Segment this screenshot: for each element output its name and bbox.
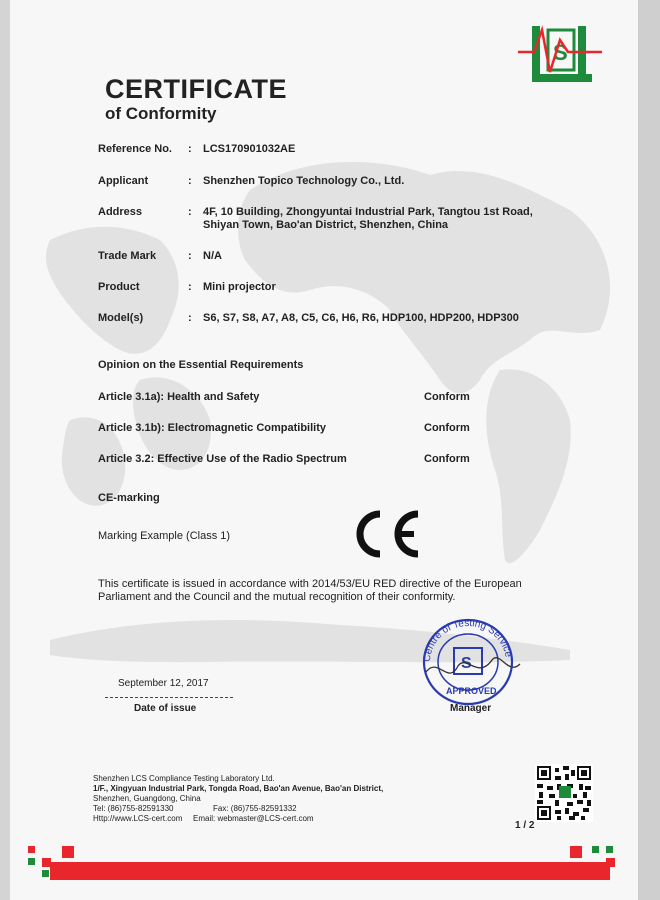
field-label: Product bbox=[98, 281, 140, 293]
decor-square bbox=[42, 870, 49, 877]
footer-tel: Tel: (86)755-82591330 bbox=[93, 804, 174, 813]
decor-square bbox=[570, 846, 582, 858]
approval-stamp-icon bbox=[408, 616, 528, 712]
manager-label: Manager bbox=[450, 703, 492, 714]
lab-footer bbox=[93, 774, 383, 824]
field-colon: : bbox=[188, 175, 192, 187]
footer-email: Email: webmaster@LCS-cert.com bbox=[193, 814, 314, 823]
article-result: Conform bbox=[424, 391, 470, 403]
field-colon: : bbox=[188, 281, 192, 293]
certificate-page bbox=[10, 0, 638, 900]
field-label: Applicant bbox=[98, 175, 149, 187]
stamp-bottom-text: APPROVED bbox=[446, 686, 497, 696]
ce-marking-heading: CE-marking bbox=[98, 492, 160, 504]
page-number: 1 / 2 bbox=[515, 820, 535, 831]
footer-line: 1/F., Xingyuan Industrial Park, Tongda Road, Bao'an Avenue, Bao'an District, bbox=[93, 784, 384, 793]
field-value: Mini projector bbox=[203, 281, 276, 293]
footer-line: Shenzhen LCS Compliance Testing Laboratory Ltd. bbox=[93, 774, 275, 783]
page-subtitle: of Conformity bbox=[105, 104, 217, 123]
stamp-ring-text: Centre of Testing Service bbox=[421, 617, 514, 663]
right-margin bbox=[638, 0, 660, 900]
decor-square bbox=[592, 870, 599, 877]
svg-text:S: S bbox=[553, 40, 568, 65]
left-margin bbox=[0, 0, 10, 900]
field-colon: : bbox=[188, 143, 192, 155]
field-value: 4F, 10 Building, Zhongyuntai Industrial Park, Tangtou 1st Road, Shiyan Town, Bao'an District, Shenzhen, China bbox=[203, 206, 533, 231]
qr-code-icon bbox=[535, 764, 593, 822]
field-colon: : bbox=[188, 206, 192, 218]
field-label: Model(s) bbox=[98, 312, 144, 324]
field-label: Reference No. bbox=[98, 143, 172, 155]
footer-fax: Fax: (86)755-82591332 bbox=[213, 804, 297, 813]
date-of-issue-label: Date of issue bbox=[134, 703, 197, 714]
svg-text:S: S bbox=[461, 655, 472, 672]
decor-square bbox=[28, 846, 35, 853]
issue-date: September 12, 2017 bbox=[118, 678, 209, 689]
bottom-red-bar bbox=[50, 862, 610, 880]
field-value: N/A bbox=[203, 250, 222, 262]
marking-example-label: Marking Example (Class 1) bbox=[98, 530, 231, 542]
field-label: Address bbox=[98, 206, 143, 218]
article-result: Conform bbox=[424, 422, 470, 434]
field-colon: : bbox=[188, 312, 192, 324]
decor-square bbox=[606, 846, 613, 853]
article-result: Conform bbox=[424, 453, 470, 465]
footer-line: Shenzhen, Guangdong, China bbox=[93, 794, 201, 803]
decor-square bbox=[62, 846, 74, 858]
article-label: Article 3.2: Effective Use of the Radio Spectrum bbox=[98, 453, 347, 465]
page-title: CERTIFICATE bbox=[105, 74, 287, 104]
ce-mark-icon bbox=[348, 508, 424, 560]
date-signature-line bbox=[105, 697, 233, 698]
article-label: Article 3.1a): Health and Safety bbox=[98, 391, 260, 403]
field-colon: : bbox=[188, 250, 192, 262]
decor-square bbox=[606, 858, 615, 867]
lcs-logo-icon bbox=[518, 20, 602, 88]
decor-square bbox=[592, 846, 599, 853]
opinion-heading: Opinion on the Essential Requirements bbox=[98, 359, 304, 371]
field-value: Shenzhen Topico Technology Co., Ltd. bbox=[203, 175, 405, 187]
conformity-statement: This certificate is issued in accordance with 2014/53/EU RED directive of the European Parliament and the Council and the mutual recognition of their conformity. bbox=[98, 578, 522, 603]
field-label: Trade Mark bbox=[98, 250, 157, 262]
field-value: LCS170901032AE bbox=[203, 143, 296, 155]
footer-website: Http://www.LCS-cert.com bbox=[93, 814, 183, 823]
field-value: S6, S7, S8, A7, A8, C5, C6, H6, R6, HDP100, HDP200, HDP300 bbox=[203, 312, 519, 324]
decor-square bbox=[28, 858, 35, 865]
article-label: Article 3.1b): Electromagnetic Compatibility bbox=[98, 422, 326, 434]
